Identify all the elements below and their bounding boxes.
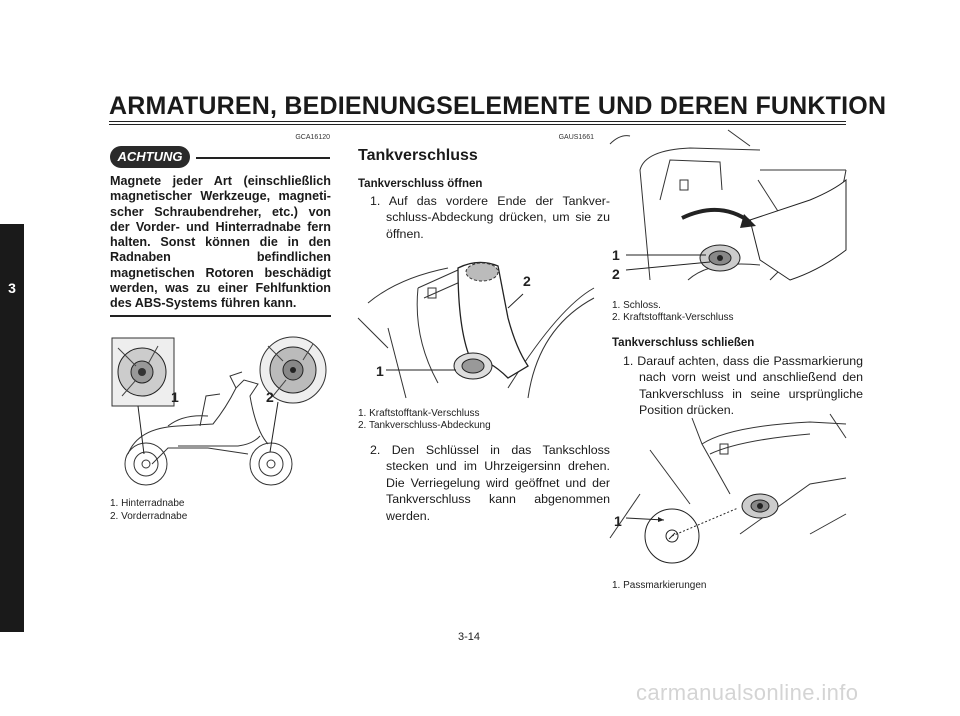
warning-code: GCA16120	[295, 134, 330, 141]
section-title: Tankverschluss	[358, 147, 478, 164]
figure3-marker-2: 2	[612, 266, 620, 282]
watermark: carmanualsonline.info	[636, 680, 859, 705]
figure-scooter-hubs	[108, 336, 333, 486]
close-heading: Tankverschluss schließen	[612, 337, 755, 349]
chapter-tab-number: 3	[8, 280, 16, 296]
achtung-label: ACHTUNG	[117, 149, 183, 164]
figure3-caption-1: 1. Schloss.	[612, 300, 661, 311]
figure2-caption-1: 1. Kraftstofftank-Verschluss	[358, 408, 480, 419]
figure3-marker-1: 1	[612, 247, 620, 263]
page-number: 3-14	[458, 631, 481, 643]
open-heading: Tankverschluss öffnen	[358, 178, 483, 190]
open-step-2: 2. Den Schlüssel in das Tankschloss stecken und im Uhrzeigersinn drehen. Die Verriegelung wird geöffnet und der Tankverschluss kann abgenommen werden.	[370, 443, 610, 523]
figure2-caption-2: 2. Tankverschluss-Abdeckung	[358, 420, 491, 431]
figure1-marker-2: 2	[266, 389, 274, 405]
figure-lock-cap	[610, 130, 846, 300]
figure1-caption-1: 1. Hinterradnabe	[110, 498, 185, 509]
figure-tank-cover	[358, 248, 594, 398]
warning-bottom-rule	[110, 315, 331, 317]
figure4-marker-1: 1	[614, 513, 622, 529]
close-step-1: 1. Darauf achten, dass die Passmarkierung nach vorn weist und anschließend den Tankverschluss in seine ursprüngliche Position drücken.	[623, 354, 863, 418]
figure2-marker-2: 2	[523, 273, 531, 289]
header-rule-top	[109, 121, 846, 122]
figure1-caption-2: 2. Vorderradnabe	[110, 511, 188, 522]
figure-match-marks	[610, 414, 846, 574]
section-code: GAUS1661	[558, 134, 594, 141]
figure2-marker-1: 1	[376, 363, 384, 379]
warning-text: Magnete jeder Art (einschließlich magnetischer Werkzeuge, magnetischer Schraubendreher, etc.) von der Vorder- und Hinterradnabe fern halten. Sonst können die in den Radnaben befindlichen magnetischen Rotoren beschädigt werden, was zu einer Fehlfunktion des ABS-Systems führen kann.	[110, 174, 331, 311]
achtung-rule	[196, 157, 330, 159]
open-step-1: 1. Auf das vordere Ende der Tankverschluss-Abdeckung drücken, um sie zu öffnen.	[370, 194, 610, 241]
figure1-marker-1: 1	[171, 389, 179, 405]
figure4-caption-1: 1. Passmarkierungen	[612, 580, 707, 591]
page-title: ARMATUREN, BEDIENUNGSELEMENTE UND DEREN FUNKTION	[109, 92, 887, 120]
header-rule-bottom	[109, 124, 846, 125]
figure3-caption-2: 2. Kraftstofftank-Verschluss	[612, 312, 734, 323]
